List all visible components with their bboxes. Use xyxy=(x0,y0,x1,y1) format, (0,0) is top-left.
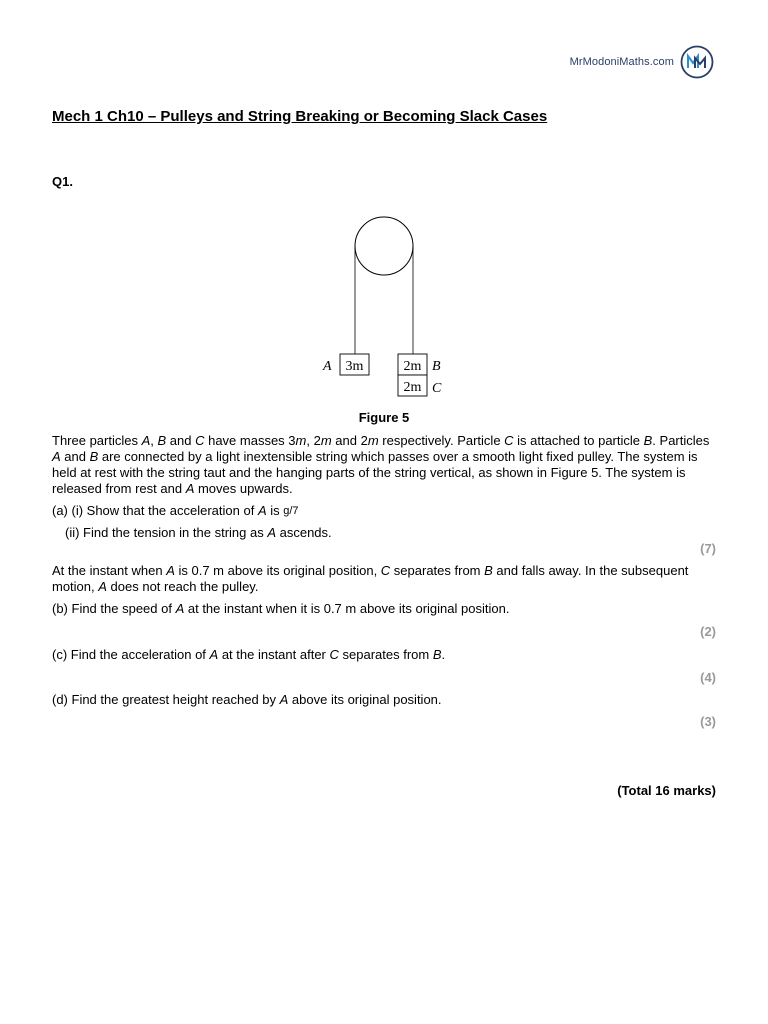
particle-c-label: C xyxy=(432,381,442,396)
acceleration-fraction: g/7 xyxy=(283,505,299,517)
particle-a-label: A xyxy=(323,359,332,374)
mass-a-label: 3m xyxy=(345,359,364,374)
particle-b-label: B xyxy=(432,359,441,374)
brand-header[interactable] xyxy=(570,44,714,80)
separation-text: At the instant when A is 0.7 m above its original position, C separates from B and falls away. In the subsequent motion, A does not reach the pulley. xyxy=(52,563,689,594)
mass-c-label: 2m xyxy=(403,380,422,395)
part-a-marks: (7) xyxy=(700,541,716,556)
brand-name: MrModoniMaths.com xyxy=(569,56,674,68)
part-d-marks: (3) xyxy=(700,714,716,729)
figure-caption: Figure 5 xyxy=(358,410,410,425)
part-a-ii: (ii) Find the tension in the string as A ascends. xyxy=(65,525,332,540)
total-marks: (Total 16 marks) xyxy=(617,783,716,798)
part-a-i: (a) (i) Show that the acceleration of A is g/7 xyxy=(52,503,299,518)
part-c-marks: (4) xyxy=(700,670,716,685)
mm-monogram-icon xyxy=(680,45,714,79)
pulley-diagram xyxy=(310,212,460,412)
part-b: (b) Find the speed of A at the instant when it is 0.7 m above its original position. xyxy=(52,601,510,616)
part-d: (d) Find the greatest height reached by A above its original position. xyxy=(52,692,442,707)
part-c: (c) Find the acceleration of A at the instant after C separates from B. xyxy=(52,647,446,662)
question-number: Q1. xyxy=(52,174,73,189)
question-intro: Three particles A, B and C have masses 3m, 2m and 2m respectively. Particle C is attached to particle B. Particles A and B are connected by a light inextensible string which passes over a smooth light fixed pulley. The system is held at rest with the string taut and the hanging parts of the string vertical, as shown in Figure 5. The system is released from rest and A moves upwards. xyxy=(52,433,710,496)
page-title: Mech 1 Ch10 – Pulleys and String Breaking or Becoming Slack Cases xyxy=(52,108,548,125)
part-b-marks: (2) xyxy=(700,624,716,639)
pulley-wheel xyxy=(355,217,413,275)
mass-b-label: 2m xyxy=(403,359,422,374)
